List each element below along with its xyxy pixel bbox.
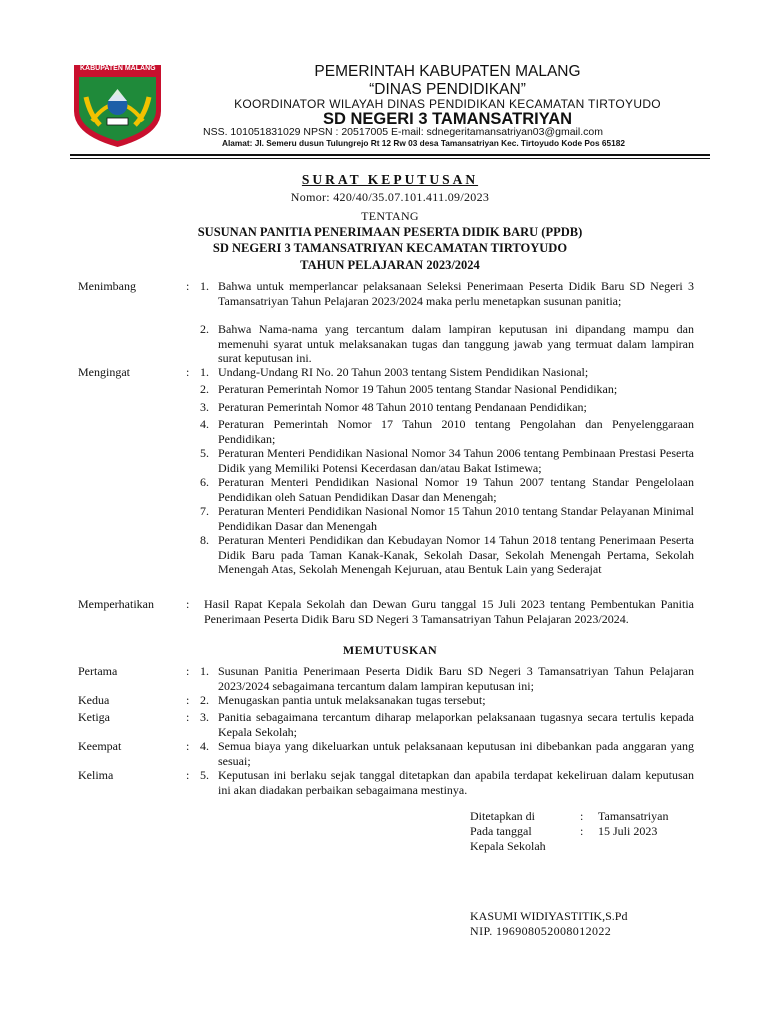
signatory-name: KASUMI WIDIYASTITIK,S.Pd [470,909,628,923]
mengingat-item-4: Peraturan Pemerintah Nomor 17 Tahun 2010 tentang Pengolahan dan Penyelenggaraan Pendidikan; [218,417,694,446]
mengingat-item-1: Undang-Undang RI No. 20 Tahun 2003 tentang Sistem Pendidikan Nasional; [218,365,589,379]
mengingat-item-8: Peraturan Menteri Pendidikan dan Kebudayan Nomor 14 Tahun 2018 tentang Penerimaan Peserta Didik Baru pada Taman Kanak-Kanak, Sekolah Dasar, Sekolah Menengah Pertama, Sekolah Menengah Atas, Sekolah Menengah Kejuruan, atau Bentuk Lain yang Sederajat [218,533,694,576]
decision-text-4: Semua biaya yang dikeluarkan untuk pelaksanaan keputusan ini dibebankan pada anggaran yang sesuai; [218,739,694,768]
mengingat-item-2: Peraturan Pemerintah Nomor 19 Tahun 2005 tentang Standar Nasional Pendidikan; [218,382,618,396]
mengingat-num-5: 5. [200,446,209,460]
mengingat-num-2: 2. [200,382,209,396]
menimbang-num-2: 2. [200,322,209,336]
menimbang-label: Menimbang [78,279,136,293]
school-contact: NSS. 101051831029 NPSN : 20517005 E-mail: sdnegeritamansatriyan03@gmail.com [203,126,603,138]
date-label: Pada tanggal [470,824,532,838]
mengingat-colon: : [186,365,190,379]
district-emblem-icon [70,63,165,149]
decision-colon-2: : [186,693,190,707]
mengingat-item-6: Peraturan Menteri Pendidikan Nasional Nomor 19 Tahun 2007 tentang Standar Pengelolaan Pendidikan oleh Satuan Pendidikan Dasar dan Menengah; [218,475,694,504]
place-value: Tamansatriyan [598,809,669,823]
place-label: Ditetapkan di [470,809,535,823]
decision-text-3: Panitia sebagaimana tercantum diharap melaporkan pelaksanaan tugasnya secara tertulis kepada Kepala Sekolah; [218,710,694,739]
government-name: PEMERINTAH KABUPATEN MALANG [314,63,581,80]
decision-label-3: Ketiga [78,710,110,724]
mengingat-item-5: Peraturan Menteri Pendidikan Nasional Nomor 34 Tahun 2006 tentang Pembinaan Prestasi Peserta Didik yang Memiliki Potensi Kecerdasan dan/atau Bakat Istimewa; [218,446,694,475]
school-address: Alamat: Jl. Semeru dusun Tulungrejo Rt 12 Rw 03 desa Tamansatriyan Kec. Tirtoyudo Kode Pos 65182 [222,138,625,148]
decision-text-1: Susunan Panitia Penerimaan Peserta Didik Baru SD Negeri 3 Tamansatriyan Tahun Pelajaran 2023/2024 sebagaimana tercantum dalam lampiran keputusan ini; [218,664,694,693]
mengingat-item-3: Peraturan Pemerintah Nomor 48 Tahun 2010 tentang Pendanaan Pendidikan; [218,400,587,414]
logo-caption: KABUPATEN MALANG [80,65,156,72]
mengingat-num-6: 6. [200,475,209,489]
document-title: SURAT KEPUTUSAN [301,172,479,187]
letterhead-divider [70,154,710,156]
district-logo [70,63,165,149]
tentang-heading: TENTANG [361,209,419,223]
department-name: “DINAS PENDIDIKAN” [369,81,526,98]
subject-line-1: SUSUNAN PANITIA PENERIMAAN PESERTA DIDIK BARU (PPDB) [197,225,583,239]
mengingat-label: Mengingat [78,365,130,379]
subject-line-2: SD NEGERI 3 TAMANSATRIYAN KECAMATAN TIRTOYUDO [212,241,568,255]
menimbang-colon: : [186,279,190,293]
decision-num-4: 4. [200,739,209,753]
memperhatikan-text: Hasil Rapat Kepala Sekolah dan Dewan Guru tanggal 15 Juli 2023 tentang Pembentukan Panitia Penerimaan Peserta Didik Baru SD Negeri 3 Tamansatriyan Tahun Pelajaran 2023/2024. [204,597,694,626]
date-colon: : [580,824,584,838]
document-number: Nomor: 420/40/35.07.101.411.09/2023 [290,190,490,204]
decision-num-2: 2. [200,693,209,707]
mengingat-num-4: 4. [200,417,209,431]
coordinator-name: KOORDINATOR WILAYAH DINAS PENDIDIKAN KECAMATAN TIRTOYUDO [234,97,661,111]
decision-label-2: Kedua [78,693,110,707]
mengingat-num-1: 1. [200,365,209,379]
place-colon: : [580,809,584,823]
memperhatikan-colon: : [186,597,190,611]
signatory-position: Kepala Sekolah [470,839,546,853]
decision-num-3: 3. [200,710,209,724]
signatory-nip: NIP. 196908052008012022 [470,924,612,938]
date-value: 15 Juli 2023 [598,824,658,838]
menimbang-item-2: Bahwa Nama-nama yang tercantum dalam lampiran keputusan ini dipandang mampu dan memenuhi syarat untuk melaksanakan tugas dan tanggung jawab yang termuat dalam lampiran surat keputusan ini. [218,322,694,365]
decision-colon-5: : [186,768,190,782]
decision-text-2: Menugaskan pantia untuk melaksanakan tugas tersebut; [218,693,486,707]
letterhead-divider-thin [70,158,710,159]
menimbang-num-1: 1. [200,279,209,293]
mengingat-num-8: 8. [200,533,209,547]
mengingat-num-3: 3. [200,400,209,414]
decision-label-5: Kelima [78,768,114,782]
decision-label-4: Keempat [78,739,122,753]
memperhatikan-label: Memperhatikan [78,597,154,611]
decision-colon-4: : [186,739,190,753]
memutuskan-heading: MEMUTUSKAN [342,643,438,657]
menimbang-item-1: Bahwa untuk memperlancar pelaksanaan Seleksi Penerimaan Peserta Didik Baru SD Negeri 3 Tamansatriyan Tahun Pelajaran 2023/2024 maka perlu menetapkan susunan panitia; [218,279,694,308]
decision-num-5: 5. [200,768,209,782]
subject-line-3: TAHUN PELAJARAN 2023/2024 [300,258,480,272]
school-name: SD NEGERI 3 TAMANSATRIYAN [322,110,573,128]
decision-colon-1: : [186,664,190,678]
decision-text-5: Keputusan ini berlaku sejak tanggal ditetapkan dan apabila terdapat kekeliruan dalam keputusan ini akan diadakan perbaikan sebagaimana mestinya. [218,768,694,797]
mengingat-num-7: 7. [200,504,209,518]
decision-colon-3: : [186,710,190,724]
decision-label-1: Pertama [78,664,118,678]
decision-num-1: 1. [200,664,209,678]
mengingat-item-7: Peraturan Menteri Pendidikan Nasional Nomor 15 Tahun 2010 tentang Standar Pelayanan Minimal Pendidikan Dasar dan Menengah [218,504,694,533]
